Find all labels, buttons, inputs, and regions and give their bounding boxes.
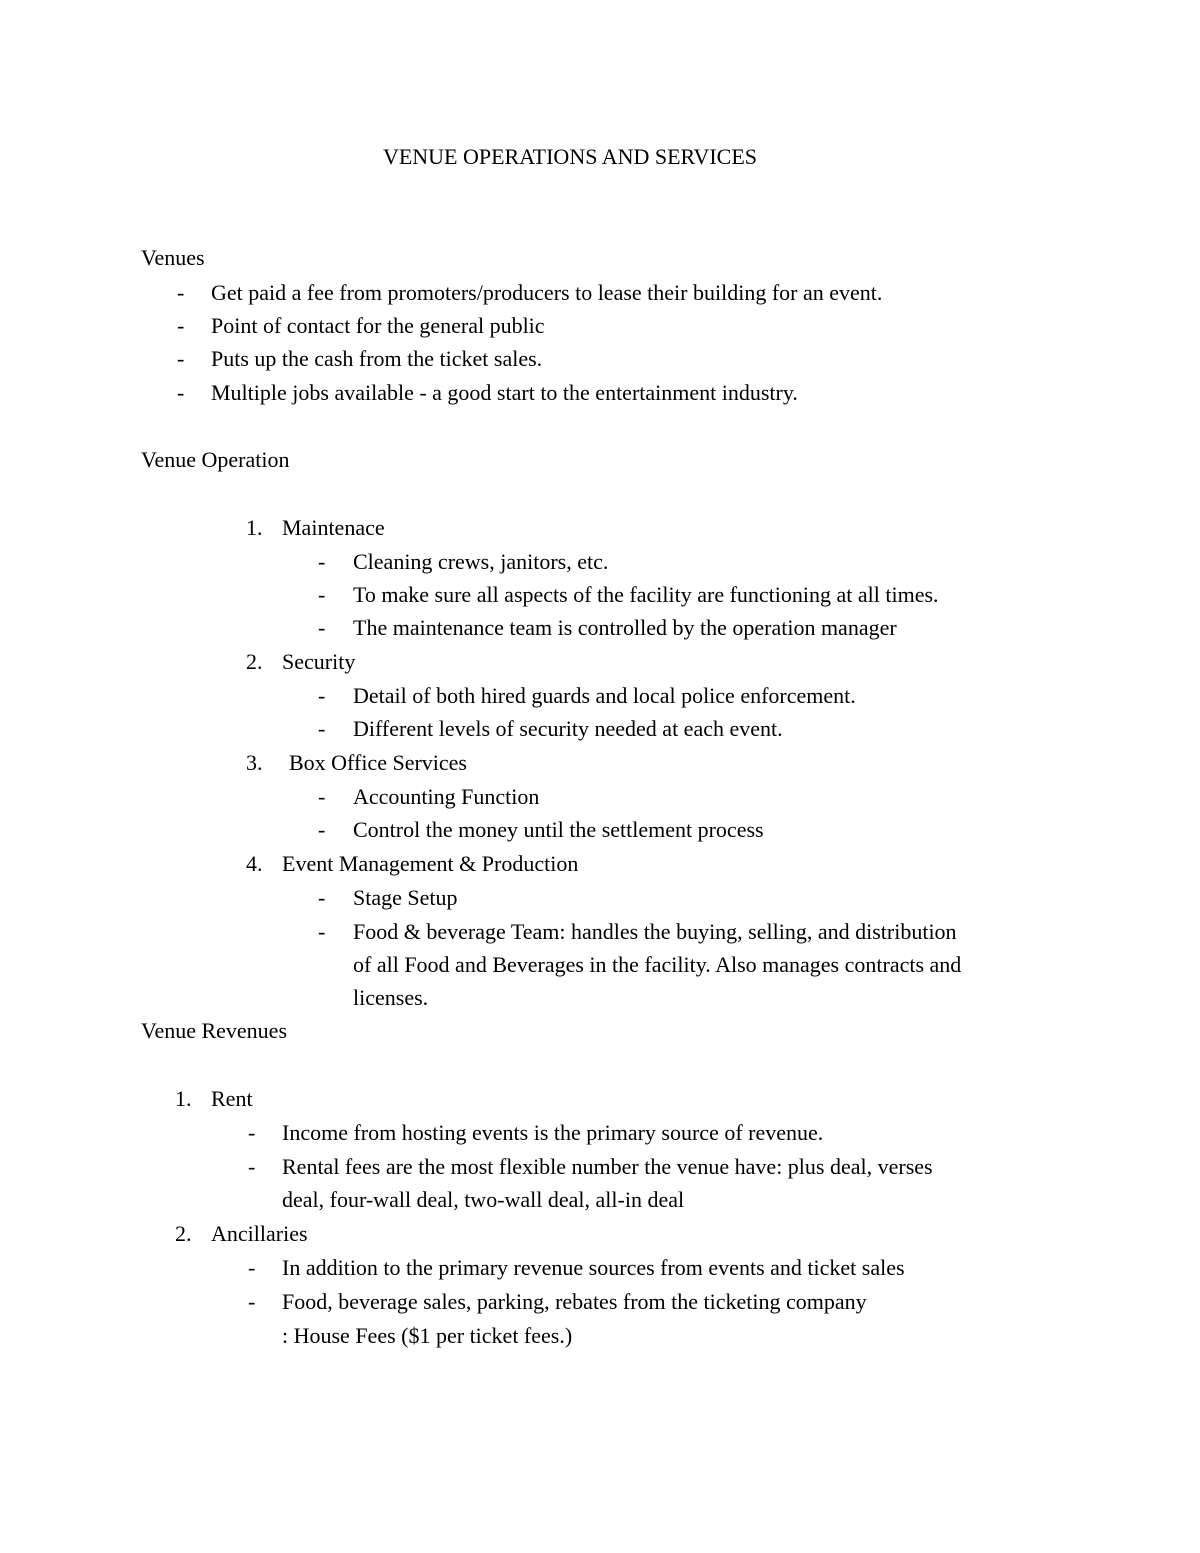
venues-bullet-1: Get paid a fee from promoters/producers to lease their building for an event. — [211, 280, 883, 305]
bullet-dash: - — [318, 784, 326, 809]
bullet-dash: - — [177, 346, 185, 371]
operation-item-box-office: Box Office Services — [289, 750, 467, 775]
bullet-dash: - — [318, 549, 326, 574]
event-bullet-2: Food & beverage Team: handles the buying, selling, and distribution — [353, 919, 957, 944]
ancillaries-bullet-2-cont: : House Fees ($1 per ticket fees.) — [282, 1323, 573, 1348]
section-heading-venues: Venues — [141, 245, 205, 270]
box-office-bullet-1: Accounting Function — [353, 784, 540, 809]
event-bullet-1: Stage Setup — [353, 885, 458, 910]
box-office-bullet-2: Control the money until the settlement process — [353, 817, 764, 842]
venues-bullet-2: Point of contact for the general public — [211, 313, 545, 338]
security-bullet-2: Different levels of security needed at each event. — [353, 716, 783, 741]
rent-bullet-2: Rental fees are the most flexible number the venue have: plus deal, verses — [282, 1154, 933, 1179]
list-number: 2. — [246, 649, 263, 674]
bullet-dash: - — [248, 1255, 256, 1280]
list-number: 2. — [175, 1221, 192, 1246]
ancillaries-bullet-2: Food, beverage sales, parking, rebates from the ticketing company — [282, 1289, 867, 1314]
bullet-dash: - — [248, 1289, 256, 1314]
list-number: 4. — [246, 851, 263, 876]
bullet-dash: - — [248, 1120, 256, 1145]
venues-bullet-3: Puts up the cash from the ticket sales. — [211, 346, 543, 371]
event-bullet-2-cont: of all Food and Beverages in the facility. Also manages contracts and — [353, 952, 962, 977]
bullet-dash: - — [318, 582, 326, 607]
bullet-dash: - — [177, 313, 185, 338]
bullet-dash: - — [318, 919, 326, 944]
section-heading-venue-operation: Venue Operation — [141, 447, 290, 472]
bullet-dash: - — [248, 1154, 256, 1179]
maintenance-bullet-1: Cleaning crews, janitors, etc. — [353, 549, 609, 574]
list-number: 1. — [246, 515, 263, 540]
list-number: 3. — [246, 750, 263, 775]
maintenance-bullet-3: The maintenance team is controlled by the operation manager — [353, 615, 897, 640]
venues-bullet-4: Multiple jobs available - a good start to the entertainment industry. — [211, 380, 798, 405]
bullet-dash: - — [318, 615, 326, 640]
event-bullet-2-cont: licenses. — [353, 985, 429, 1010]
bullet-dash: - — [318, 683, 326, 708]
bullet-dash: - — [177, 280, 185, 305]
bullet-dash: - — [318, 817, 326, 842]
security-bullet-1: Detail of both hired guards and local police enforcement. — [353, 683, 856, 708]
ancillaries-bullet-1: In addition to the primary revenue sources from events and ticket sales — [282, 1255, 905, 1280]
operation-item-event-management: Event Management & Production — [282, 851, 579, 876]
revenue-item-rent: Rent — [211, 1086, 253, 1111]
rent-bullet-2-cont: deal, four-wall deal, two-wall deal, all-in deal — [282, 1187, 685, 1212]
section-heading-venue-revenues: Venue Revenues — [141, 1018, 288, 1043]
bullet-dash: - — [318, 885, 326, 910]
rent-bullet-1: Income from hosting events is the primary source of revenue. — [282, 1120, 824, 1145]
revenue-item-ancillaries: Ancillaries — [211, 1221, 308, 1246]
list-number: 1. — [175, 1086, 192, 1111]
operation-item-maintenance: Maintenace — [282, 515, 385, 540]
bullet-dash: - — [177, 380, 185, 405]
operation-item-security: Security — [282, 649, 356, 674]
bullet-dash: - — [318, 716, 326, 741]
maintenance-bullet-2: To make sure all aspects of the facility are functioning at all times. — [353, 582, 939, 607]
document-title: VENUE OPERATIONS AND SERVICES — [382, 144, 758, 169]
